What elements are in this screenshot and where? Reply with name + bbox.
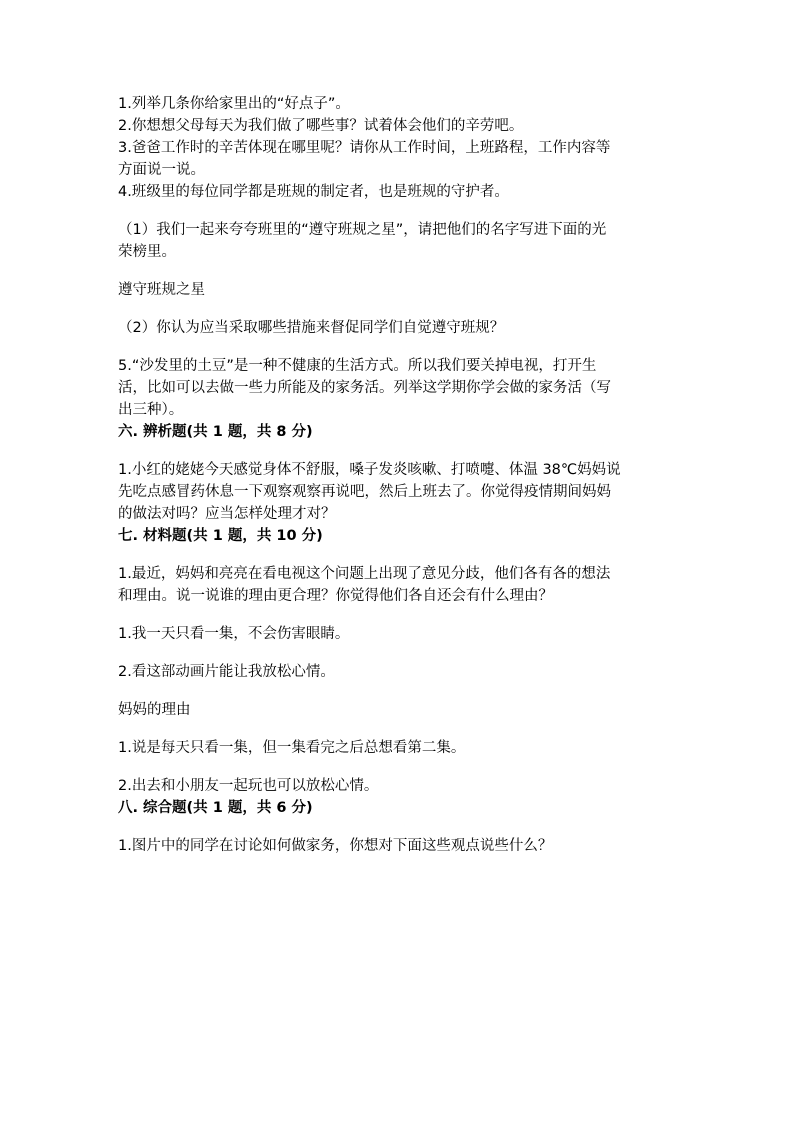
- question-5-line-1: 5.“沙发里的土豆”是一种不健康的生活方式。所以我们要关掉电视，打开生: [118, 358, 597, 374]
- reason-1: 1.我一天只看一集，不会伤害眼睛。: [118, 626, 350, 642]
- question-3-line-1: 3.爸爸工作时的辛苦体现在哪里呢？请你从工作时间，上班路程，工作内容等: [118, 140, 611, 156]
- section-7-q1-line-1: 1.最近，妈妈和亮亮在看电视这个问题上出现了意见分歧，他们各有各的想法: [118, 566, 611, 582]
- question-5: [118, 355, 680, 421]
- mom-reason-1: 1.说是每天只看一集，但一集看完之后总想看第二集。: [118, 740, 466, 756]
- sub-question-2: （2）你认为应当采取哪些措施来督促同学们自觉遵守班规？: [118, 320, 505, 336]
- question-5-line-3: 出三种）。: [118, 402, 184, 418]
- section-8-question: 1.图片中的同学在讨论如何做家务，你想对下面这些观点说些什么？: [118, 838, 553, 854]
- question-3-line-2: 方面说一说。: [118, 162, 205, 178]
- star-label: 遵守班规之星: [118, 282, 205, 298]
- mom-reason-2: 2.出去和小朋友一起玩也可以放松心情。: [118, 778, 379, 794]
- question-2: 2.你想想父母每天为我们做了哪些事？试着体会他们的辛劳吧。: [118, 118, 524, 134]
- question-1: 1.列举几条你给家里出的“好点子”。: [118, 96, 350, 112]
- section-6-q1-line-2: 先吃点感冒药休息一下观察观察再说吧，然后上班去了。你觉得疫情期间妈妈: [118, 484, 611, 500]
- section-6-heading: 六. 辨析题(共 1 题，共 8 分): [118, 424, 313, 440]
- section-7-q1-line-2: 和理由。说一说谁的理由更合理？你觉得他们各自还会有什么理由？: [118, 588, 553, 604]
- section-6-question: [118, 459, 680, 525]
- section-7-question: [118, 563, 680, 607]
- mom-reason-label: 妈妈的理由: [118, 702, 191, 718]
- document-page: [118, 93, 680, 857]
- sub-question-1-line-2: 荣榜里。: [118, 244, 176, 260]
- section-7-heading: 七. 材料题(共 1 题，共 10 分): [118, 528, 323, 544]
- sub-question-1: [118, 219, 680, 263]
- sub-question-1-line-1: （1）我们一起来夸夸班里的“遵守班规之星”，请把他们的名字写进下面的光: [118, 222, 607, 238]
- section-6-q1-line-3: 的做法对吗？应当怎样处理才对？: [118, 506, 336, 522]
- question-4: 4.班级里的每位同学都是班规的制定者，也是班规的守护者。: [118, 184, 509, 200]
- section-8-heading: 八. 综合题(共 1 题，共 6 分): [118, 800, 313, 816]
- section-6-q1-line-1: 1.小红的姥姥今天感觉身体不舒服，嗓子发炎咳嗽、打喷嚏、体温 38℃妈妈说: [118, 462, 621, 478]
- question-5-line-2: 活，比如可以去做一些力所能及的家务活。列举这学期你学会做的家务活（写: [118, 380, 611, 396]
- reason-2: 2.看这部动画片能让我放松心情。: [118, 664, 335, 680]
- question-list-block: [118, 93, 680, 203]
